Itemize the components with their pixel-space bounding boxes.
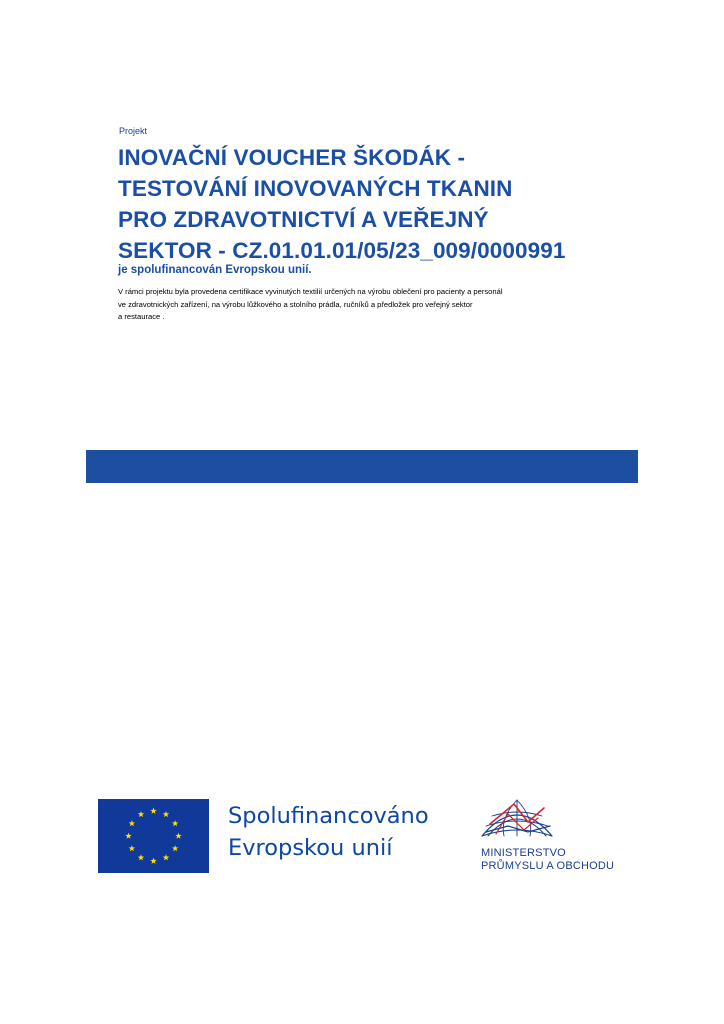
ministry-name-line: PRŮMYSLU A OBCHODU	[481, 860, 615, 872]
project-description	[118, 286, 638, 324]
project-title	[118, 142, 638, 266]
eu-cofinanced-text	[228, 800, 429, 864]
project-title-line: INOVAČNÍ VOUCHER ŠKODÁK -	[118, 145, 466, 170]
project-label: Projekt	[119, 126, 148, 136]
blue-band	[86, 450, 638, 483]
project-title-line: SEKTOR - CZ.01.01.01/05/23_009/0000991	[118, 238, 566, 263]
description-line: a restaurace .	[118, 312, 165, 321]
cofinanced-statement: je spolufinancován Evropskou unií.	[118, 264, 312, 276]
ministry-name-line: MINISTERSTVO	[481, 847, 566, 859]
project-title-line: PRO ZDRAVOTNICTVÍ A VEŘEJNÝ	[118, 207, 489, 232]
ministry-name	[481, 847, 614, 873]
eu-text-line: Evropskou unií	[228, 835, 393, 861]
eu-flag-icon	[98, 799, 209, 873]
project-title-line: TESTOVÁNÍ INOVOVANÝCH TKANIN	[118, 176, 513, 201]
eu-text-line: Spolufinancováno	[228, 803, 429, 829]
ministry-globe-icon	[478, 796, 556, 846]
description-line: V rámci projektu byla provedena certifikace vyvinutých textilií určených na výrobu oblečení pro pacienty a personál	[118, 287, 503, 296]
description-line: ve zdravotnických zařízení, na výrobu lůžkového a stolního prádla, ručníků a předložek pro veřejný sektor	[118, 299, 473, 309]
